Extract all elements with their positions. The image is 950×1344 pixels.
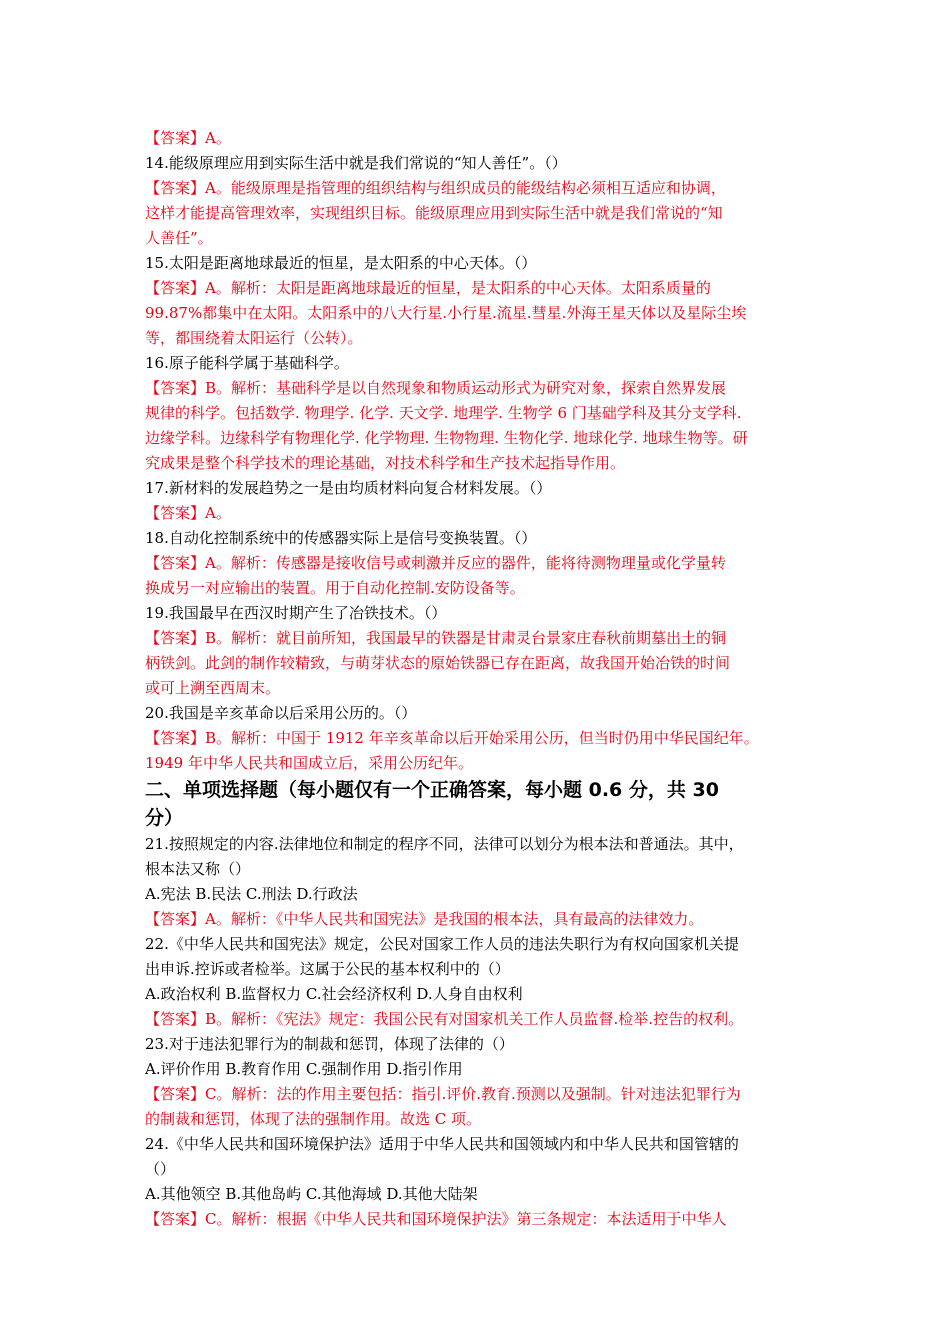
- answer-block: [145, 176, 817, 251]
- answer-text: 【答案】A。解析：传感器是接收信号或刺激并反应的器件，能将待测物理量或化学量转: [145, 554, 726, 572]
- question-text: A.其他领空 B.其他岛屿 C.其他海域 D.其他大陆架: [145, 1185, 478, 1203]
- section-heading-line: 分）: [145, 807, 184, 829]
- question-block: [145, 601, 817, 626]
- answer-text: 【答案】A。解析：太阳是距离地球最近的恒星，是太阳系的中心天体。太阳系质量的: [145, 279, 711, 297]
- answer-text: 或可上溯至西周末。: [145, 679, 281, 697]
- answer-text: 【答案】B。解析：《宪法》规定：我国公民有对国家机关工作人员监督.检举.控告的权利。: [145, 1010, 744, 1028]
- question-block: [145, 251, 817, 276]
- answer-block: [145, 501, 817, 526]
- question-text: 15.太阳是距离地球最近的恒星，是太阳系的中心天体。（）: [145, 254, 537, 272]
- answer-text: 边缘学科。边缘科学有物理化学. 化学物理. 生物物理. 生物化学. 地球化学. 地球生物等。研: [145, 429, 748, 447]
- answer-text: 的制裁和惩罚，体现了法的强制作用。故选 C 项。: [145, 1110, 482, 1128]
- answer-text: 【答案】A。: [145, 129, 231, 147]
- question-text: A.评价作用 B.教育作用 C.强制作用 D.指引作用: [145, 1060, 463, 1078]
- question-text: A.政治权利 B.监督权力 C.社会经济权利 D.人身自由权利: [145, 985, 523, 1003]
- question-block: [145, 932, 817, 982]
- question-text: （）: [145, 1160, 176, 1178]
- answer-text: 【答案】B。解析：就目前所知，我国最早的铁器是甘肃灵台景家庄春秋前期墓出土的铜: [145, 629, 727, 647]
- answer-text: 【答案】A。: [145, 504, 231, 522]
- question-text: 17.新材料的发展趋势之一是由均质材料向复合材料发展。（）: [145, 479, 552, 497]
- question-block: [145, 351, 817, 376]
- answer-text: 【答案】A。能级原理是指管理的组织结构与组织成员的能级结构必须相互适应和协调，: [145, 179, 726, 197]
- question-text: 出申诉.控诉或者检举。这属于公民的基本权利中的（）: [145, 960, 510, 978]
- answer-block: [145, 1007, 817, 1032]
- answer-block: [145, 1082, 817, 1132]
- answer-text: 规律的科学。包括数学. 物理学. 化学. 天文学. 地理学. 生物学 6 门基础学科及其分支学科.: [145, 404, 742, 422]
- question-block: [145, 1057, 817, 1082]
- question-text: 16.原子能科学属于基础科学。: [145, 354, 349, 372]
- answer-block: [145, 1207, 817, 1232]
- answer-text: 【答案】B。解析：基础科学是以自然现象和物质运动形式为研究对象，探索自然界发展: [145, 379, 727, 397]
- question-block: [145, 476, 817, 501]
- answer-block: [145, 126, 817, 151]
- question-text: 18.自动化控制系统中的传感器实际上是信号变换装置。（）: [145, 529, 537, 547]
- answer-text: 换成另一对应输出的装置。用于自动化控制.安防设备等。: [145, 579, 525, 597]
- question-block: [145, 832, 817, 882]
- question-block: [145, 982, 817, 1007]
- answer-text: 99.87%都集中在太阳。太阳系中的八大行星.小行星.流星.彗星.外海王星天体以及星际尘埃: [145, 304, 747, 322]
- answer-block: [145, 726, 817, 776]
- answer-block: [145, 276, 817, 351]
- question-text: 22.《中华人民共和国宪法》规定，公民对国家工作人员的违法失职行为有权向国家机关提: [145, 935, 739, 953]
- question-text: 20.我国是辛亥革命以后采用公历的。（）: [145, 704, 417, 722]
- question-block: [145, 701, 817, 726]
- answer-block: [145, 376, 817, 476]
- answer-text: 柄铁剑。此剑的制作较精致，与萌芽状态的原始铁器已存在距离，故我国开始冶铁的时间: [145, 654, 731, 672]
- question-block: [145, 1032, 817, 1057]
- answer-text: 1949 年中华人民共和国成立后，采用公历纪年。: [145, 754, 473, 772]
- question-text: 23.对于违法犯罪行为的制裁和惩罚，体现了法律的（）: [145, 1035, 514, 1053]
- answer-text: 人善任”。: [145, 229, 213, 247]
- answer-block: [145, 626, 817, 701]
- answer-block: [145, 907, 817, 932]
- answer-text: 【答案】C。解析：根据《中华人民共和国环境保护法》第三条规定：本法适用于中华人: [145, 1210, 727, 1228]
- answer-text: 究成果是整个科学技术的理论基础，对技术科学和生产技术起指导作用。: [145, 454, 626, 472]
- answer-block: [145, 551, 817, 601]
- document-page: [145, 126, 817, 1232]
- question-block: [145, 1182, 817, 1207]
- answer-text: 【答案】B。解析：中国于 1912 年辛亥革命以后开始采用公历，但当时仍用中华民国纪年。: [145, 729, 759, 747]
- answer-text: 【答案】A。解析：《中华人民共和国宪法》是我国的根本法，具有最高的法律效力。: [145, 910, 704, 928]
- question-text: 14.能级原理应用到实际生活中就是我们常说的“知人善任”。（）: [145, 154, 567, 172]
- answer-text: 这样才能提高管理效率，实现组织目标。能级原理应用到实际生活中就是我们常说的“知: [145, 204, 723, 222]
- answer-text: 【答案】C。解析：法的作用主要包括：指引.评价.教育.预测以及强制。针对违法犯罪行为: [145, 1085, 741, 1103]
- answer-text: 等，都围绕着太阳运行（公转）。: [145, 329, 363, 347]
- question-block: [145, 151, 817, 176]
- question-block: [145, 882, 817, 907]
- question-text: 21.按照规定的内容.法律地位和制定的程序不同，法律可以划分为根本法和普通法。其中，: [145, 835, 744, 853]
- question-text: 24.《中华人民共和国环境保护法》适用于中华人民共和国领域内和中华人民共和国管辖的: [145, 1135, 739, 1153]
- section-heading: [145, 776, 817, 832]
- question-text: 19.我国最早在西汉时期产生了冶铁技术。（）: [145, 604, 447, 622]
- question-text: 根本法又称（）: [145, 860, 251, 878]
- question-block: [145, 1132, 817, 1182]
- section-heading-line: 二、单项选择题（每小题仅有一个正确答案，每小题 0.6 分，共 30: [145, 779, 719, 801]
- question-block: [145, 526, 817, 551]
- question-text: A.宪法 B.民法 C.刑法 D.行政法: [145, 885, 358, 903]
